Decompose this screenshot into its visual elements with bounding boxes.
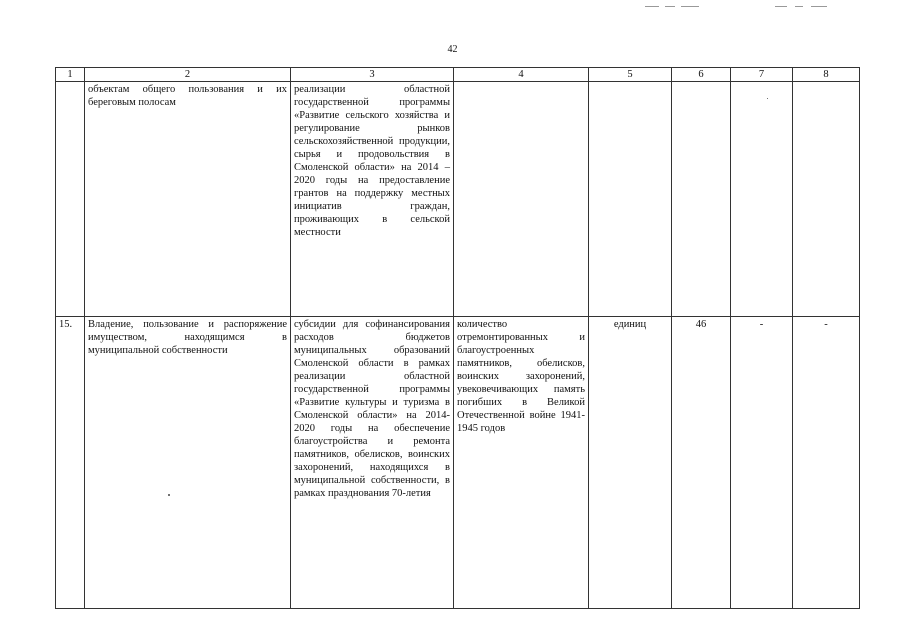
value-cell: -: [731, 317, 793, 609]
value-cell: -: [793, 317, 860, 609]
column-header: 2: [85, 68, 291, 82]
authority-cell: объектам общего пользования и их береговым полосам: [85, 82, 291, 317]
column-header: 5: [589, 68, 672, 82]
value-cell: [731, 82, 793, 317]
indicator-cell: [454, 82, 589, 317]
column-header: 1: [56, 68, 85, 82]
indicator-cell: количество отремонтированных и благоустроенных памятников, обелисков, воинских захоронений, увековечивающих память погибших в Великой Отечественной войне 1941-1945 годов: [454, 317, 589, 609]
column-header: 8: [793, 68, 860, 82]
value-cell: [672, 82, 731, 317]
funding-source-cell: реализации областной государственной программы «Развитие сельского хозяйства и регулирование рынков сельскохозяйственной продукции, сырья и продовольствия в Смоленской области» на 2014 – 2020 годы на предоставление грантов на поддержку местных инициатив граждан, проживающих в сельской местности: [291, 82, 454, 317]
value-cell: [793, 82, 860, 317]
scan-speck: [168, 494, 170, 496]
column-header: 3: [291, 68, 454, 82]
value-cell: 46: [672, 317, 731, 609]
unit-cell: единиц: [589, 317, 672, 609]
document-table: [55, 67, 860, 609]
column-header: 4: [454, 68, 589, 82]
scan-marks: [645, 6, 845, 10]
scan-speck: [767, 98, 768, 99]
page-number: 42: [447, 44, 458, 55]
table-row: [56, 317, 860, 609]
funding-source-cell: субсидии для софинансирования расходов бюджетов муниципальных образований Смоленской области в рамках реализации областной государственной программы «Развитие культуры и туризма в Смоленской области» на 2014-2020 годы на обеспечение благоустройства и ремонта памятников, обелисков, воинских захоронений, находящихся в муниципальной собственности, в рамках празднования 70-летия: [291, 317, 454, 609]
column-header: 7: [731, 68, 793, 82]
row-number-cell: [56, 82, 85, 317]
unit-cell: [589, 82, 672, 317]
row-number-cell: 15.: [56, 317, 85, 609]
table-header-row: [56, 68, 860, 82]
authority-cell: Владение, пользование и распоряжение имуществом, находящимся в муниципальной собственности: [85, 317, 291, 609]
column-header: 6: [672, 68, 731, 82]
table-row: [56, 82, 860, 317]
